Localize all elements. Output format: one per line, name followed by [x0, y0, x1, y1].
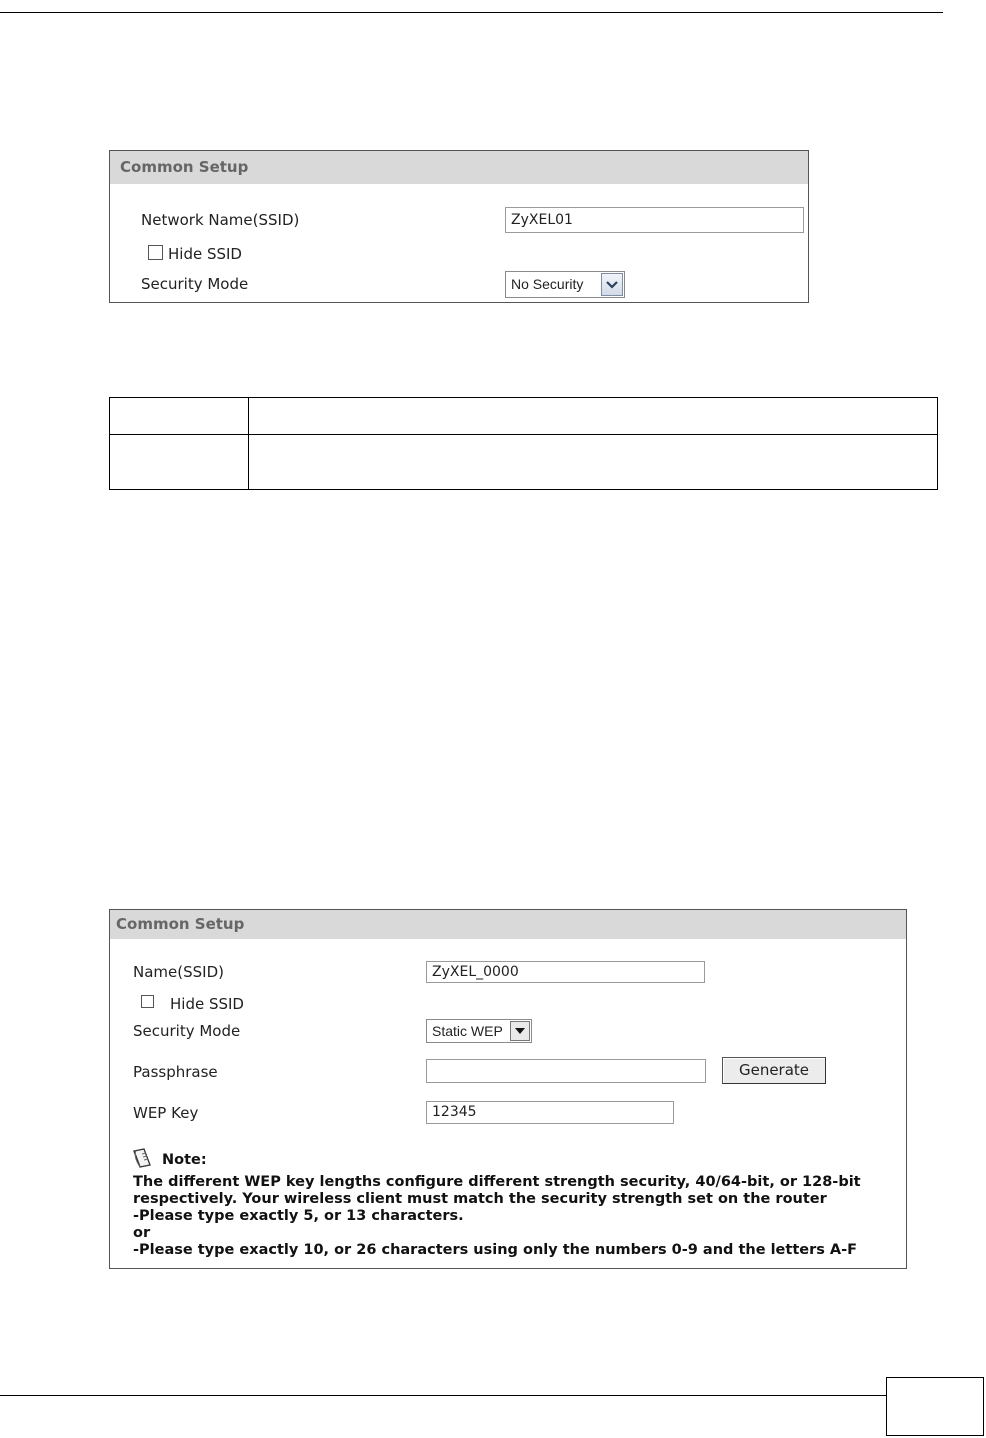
header-rule [0, 12, 943, 13]
ssid-label: Network Name(SSID) [141, 211, 300, 229]
security-mode-label: Security Mode [133, 1022, 241, 1040]
table-column-divider [248, 398, 249, 489]
wep-key-label: WEP Key [133, 1104, 199, 1122]
chevron-down-icon[interactable] [601, 273, 623, 296]
table-header-row [110, 398, 937, 435]
page-number-box [886, 1377, 984, 1436]
wep-key-input[interactable]: 12345 [426, 1101, 674, 1124]
security-mode-value: No Security [511, 276, 584, 292]
footer-rule [0, 1395, 886, 1396]
security-mode-select[interactable] [505, 271, 625, 298]
note-title: Note: [162, 1152, 207, 1168]
note-line: -Please type exactly 5, or 13 characters. [133, 1208, 464, 1224]
note-line: or [133, 1225, 151, 1241]
panel-header: Common Setup [110, 910, 906, 939]
common-setup-panel-2 [109, 909, 907, 1269]
panel-header: Common Setup [110, 151, 808, 184]
ssid-input[interactable]: ZyXEL01 [505, 207, 804, 233]
security-mode-value: Static WEP [432, 1023, 503, 1039]
hide-ssid-checkbox[interactable] [141, 995, 154, 1008]
hide-ssid-checkbox[interactable] [148, 245, 163, 260]
passphrase-input[interactable] [426, 1059, 706, 1083]
ssid-label: Name(SSID) [133, 963, 224, 981]
hide-ssid-label: Hide SSID [170, 995, 244, 1013]
common-setup-panel-1 [109, 150, 809, 303]
passphrase-label: Passphrase [133, 1063, 218, 1081]
ssid-input[interactable]: ZyXEL_0000 [426, 961, 705, 983]
note-line: -Please type exactly 10, or 26 characters using only the numbers 0-9 and the letters A-F [133, 1242, 858, 1258]
description-table [109, 397, 938, 490]
hide-ssid-label: Hide SSID [168, 245, 242, 263]
note-line: respectively. Your wireless client must match the security strength set on the router [133, 1191, 827, 1207]
chevron-down-icon[interactable] [510, 1021, 530, 1041]
note-line: The different WEP key lengths configure different strength security, 40/64-bit, or 128-bit [133, 1174, 861, 1190]
generate-button[interactable]: Generate [722, 1057, 826, 1084]
security-mode-select[interactable] [426, 1019, 532, 1043]
security-mode-label: Security Mode [141, 275, 249, 293]
note-icon [131, 1147, 153, 1169]
